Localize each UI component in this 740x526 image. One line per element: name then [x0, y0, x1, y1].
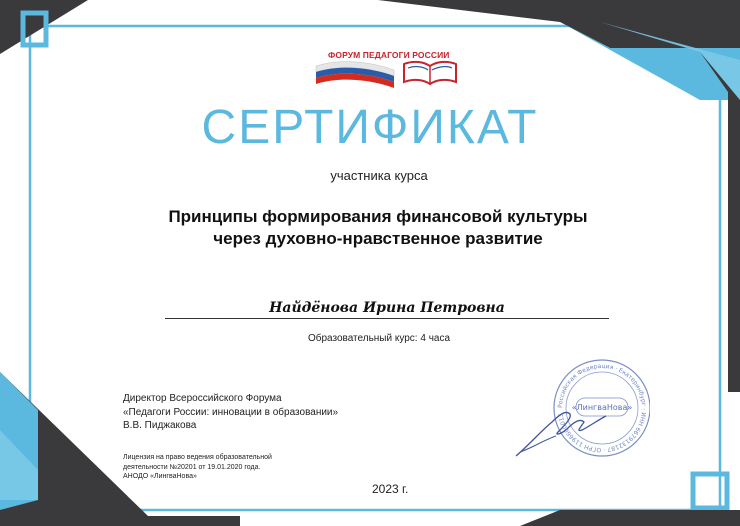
certificate-year: 2023 г.	[372, 482, 409, 496]
certificate-title: СЕРТИФИКАТ	[201, 101, 539, 154]
stamp-ring-text: Российская Федерация · Екатеринбург · ИНН 6679132187 · ОГРН 1196600013	[556, 362, 648, 454]
course-title-line: через духовно-нравственное развитие	[213, 229, 543, 248]
license-block	[123, 453, 272, 482]
course-title-line: Принципы формирования финансовой культуры	[168, 207, 588, 226]
forum-logo	[312, 48, 462, 94]
stamp-center-text: «ЛингваНова»	[571, 403, 633, 412]
certificate-subtitle: участника курса	[330, 168, 428, 183]
license-line: АНОДО «ЛингваНова»	[123, 473, 197, 480]
course-title	[0, 206, 740, 250]
logo-text: ФОРУМ ПЕДАГОГИ РОССИИ	[328, 50, 450, 60]
course-hours: Образовательный курс: 4 часа	[307, 333, 451, 344]
director-line: В.В. Пиджакова	[123, 420, 197, 431]
license-line: Лицензия на право ведения образовательной	[123, 454, 272, 461]
director-line: «Педагоги России: инновации в образовании»	[123, 406, 339, 418]
recipient-name: Найдёнова Ирина Петровна	[269, 300, 505, 316]
stamp-seal	[510, 352, 650, 462]
director-block	[123, 392, 338, 433]
license-line: деятельности №20201 от 19.01.2020 года.	[123, 463, 261, 471]
director-line: Директор Всероссийского Форума	[123, 393, 282, 404]
recipient-underline	[165, 318, 609, 319]
